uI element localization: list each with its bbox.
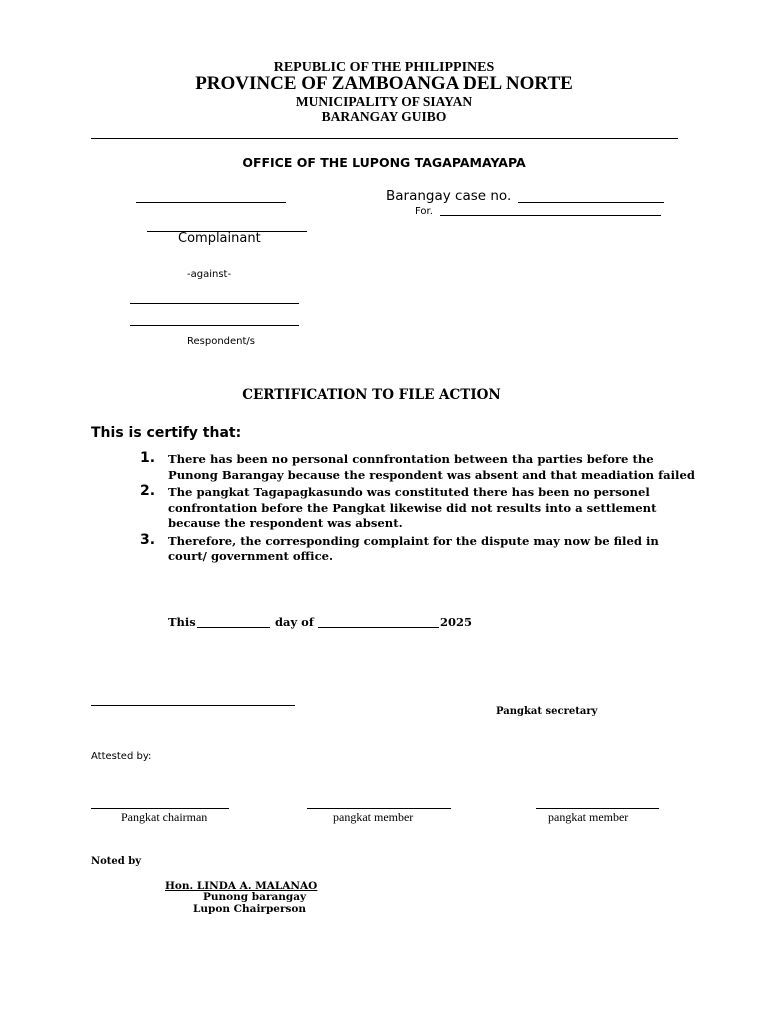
chairman-label: Pangkat chairman bbox=[121, 810, 208, 824]
noted-label: Noted by bbox=[91, 856, 142, 867]
member1-signature-line bbox=[307, 808, 451, 809]
complainant-label: Complainant bbox=[178, 231, 261, 246]
case-number-blank bbox=[518, 202, 664, 203]
certify-intro: This is certify that: bbox=[91, 425, 242, 441]
header-divider bbox=[91, 138, 678, 139]
list-item bbox=[140, 485, 700, 532]
header-province: PROVINCE OF ZAMBOANGA DEL NORTE bbox=[195, 73, 573, 94]
header-republic: REPUBLIC OF THE PHILIPPINES bbox=[273, 60, 495, 75]
for-label: For. bbox=[415, 206, 433, 217]
item-number: 2. bbox=[140, 483, 156, 499]
date-day-of-label: day of bbox=[275, 615, 314, 629]
header-municipality: MUNICIPALITY OF SIAYAN bbox=[295, 94, 473, 109]
member1-label: pangkat member bbox=[333, 810, 414, 824]
list-item bbox=[140, 531, 700, 565]
item-number: 1. bbox=[140, 450, 156, 466]
respondent-label: Respondent/s bbox=[187, 336, 256, 347]
member2-signature-line bbox=[536, 808, 659, 809]
for-blank bbox=[440, 215, 661, 216]
attested-label: Attested by: bbox=[91, 751, 152, 762]
noted-position-2: Lupon Chairperson bbox=[193, 903, 307, 915]
noted-position-1: Punong barangay bbox=[203, 891, 307, 903]
respondent-blank-1 bbox=[130, 303, 299, 304]
date-this-label: This bbox=[168, 615, 196, 629]
member2-label: pangkat member bbox=[548, 810, 629, 824]
date-day-blank bbox=[197, 627, 270, 628]
item-text: There has been no personal connfrontation between tha parties before the Punong Barangay because the respondent was absent and that meadiation failed bbox=[168, 452, 695, 482]
item-text: The pangkat Tagapagkasundo was constituted there has been no personel confrontation before the Pangkat likewise did not results into a settlement because the respondent was absent. bbox=[168, 485, 657, 530]
chairman-signature-line bbox=[91, 808, 229, 809]
document-title: CERTIFICATION TO FILE ACTION bbox=[242, 387, 501, 403]
list-item bbox=[140, 452, 700, 483]
complainant-name-blank-top bbox=[136, 202, 286, 203]
item-number: 3. bbox=[140, 531, 156, 548]
office-title: OFFICE OF THE LUPONG TAGAPAMAYAPA bbox=[242, 155, 526, 170]
date-year: 2025 bbox=[440, 615, 473, 629]
against-label: -against- bbox=[187, 269, 232, 280]
date-month-blank bbox=[318, 627, 439, 628]
respondent-blank-2 bbox=[130, 325, 299, 326]
noted-name: Hon. LINDA A. MALANAO bbox=[165, 880, 318, 892]
secretary-label: Pangkat secretary bbox=[496, 706, 598, 717]
certification-items bbox=[140, 452, 700, 567]
item-text: Therefore, the corresponding complaint for the dispute may now be filed in court/ government office. bbox=[168, 533, 659, 563]
case-number-label: Barangay case no. bbox=[386, 188, 512, 204]
secretary-signature-line bbox=[91, 705, 295, 706]
header-barangay: BARANGAY GUIBO bbox=[321, 109, 447, 124]
